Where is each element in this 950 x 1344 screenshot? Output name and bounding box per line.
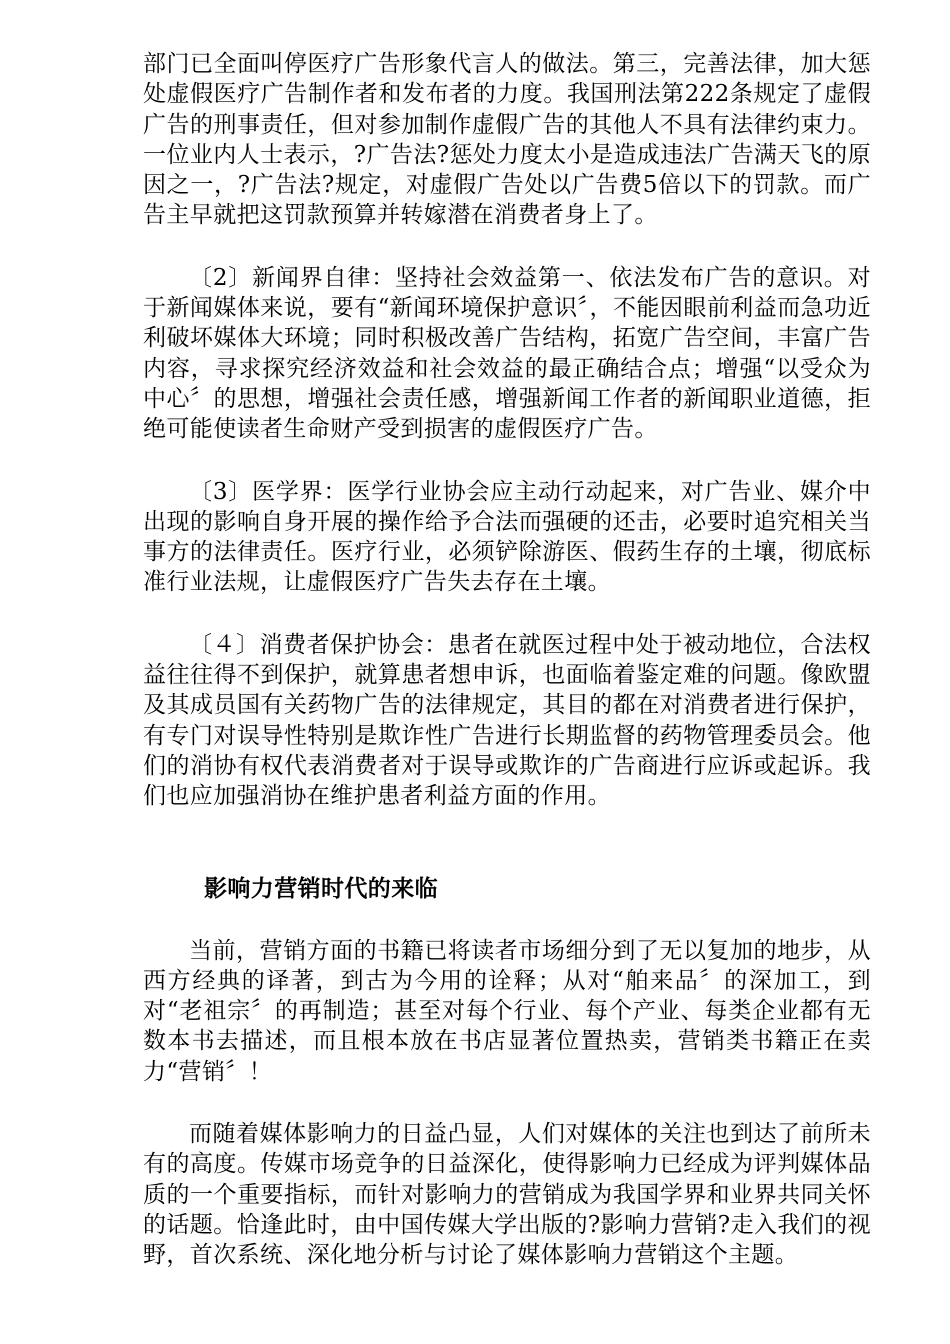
- section-heading: 影响力营销时代的来临: [204, 874, 438, 902]
- paragraph-gap: [143, 231, 871, 263]
- section-gap: [143, 812, 871, 874]
- paragraph-media-influence: 而随着媒体影响力的日益凸显，人们对媒体的关注也到达了前所未有的高度。传媒市场竞争的日益深化，使得影响力已经成为评判媒体品质的一个重要指标，而针对影响力的营销成为我国学界和业界共同关怀的话题。恰逢此时，由中国传媒大学出版的?影响力营销?走入我们的视野，首次系统、深化地分析与讨论了媒体影响力营销这个主题。: [143, 1121, 871, 1269]
- paragraph-legal: 部门已全面叫停医疗广告形象代言人的做法。第三，完善法律，加大惩处虚假医疗广告制作者和发布者的力度。我国刑法第222条规定了虚假广告的刑事责任，但对参加制作虚假广告的其他人不具有法律约束力。一位业内人士表示，?广告法?惩处力度太小是造成违法广告满天飞的原因之一，?广告法?规定，对虚假广告处以广告费5倍以下的罚款。而广告主早就把这罚款预算并转嫁潜在消费者身上了。: [143, 51, 871, 229]
- paragraph-gap: [143, 598, 871, 630]
- document-page: [143, 49, 871, 1271]
- paragraph-consumer-protection: 〔４〕消费者保护协会：患者在就医过程中处于被动地位，合法权益往往得不到保护，就算患者想申诉，也面临着鉴定难的问题。像欧盟及其成员国有关药物广告的法律规定，其目的都在对消费者进行保护，有专门对误导性特别是欺诈性广告进行长期监督的药物管理委员会。他们的消协有权代表消费者对于误导或欺诈的广告商进行应诉或起诉。我们也应加强消协在维护患者利益方面的作用。: [143, 631, 871, 810]
- paragraph-medical-community: 〔3〕医学界：医学行业协会应主动行动起来，对广告业、媒介中出现的影响自身开展的操作给予合法而强硬的还击，必要时追究相关当事方的法律责任。医疗行业，必须铲除游医、假药生存的土壤，彻底标准行业法规，让虚假医疗广告失去存在土壤。: [143, 478, 871, 596]
- paragraph-gap: [143, 445, 871, 477]
- paragraph-gap: [143, 1087, 871, 1119]
- paragraph-news-self-discipline: 〔2〕新闻界自律：坚持社会效益第一、依法发布广告的意识。对于新闻媒体来说，要有“新闻环境保护意识〞，不能因眼前利益而急功近利破坏媒体大环境；同时积极改善广告结构，拓宽广告空间，丰富广告内容，寻求探究经济效益和社会效益的最正确结合点；增强“以受众为中心〞的思想，增强社会责任感，增强新闻工作者的新闻职业道德，拒绝可能使读者生命财产受到损害的虚假医疗广告。: [143, 264, 871, 443]
- paragraph-marketing-books: 当前，营销方面的书籍已将读者市场细分到了无以复加的地步，从西方经典的译著，到古为今用的诠释；从对“舶来品〞的深加工，到对“老祖宗〞的再制造；甚至对每个行业、每个产业、每类企业都有无数本书去描述，而且根本放在书店显著位置热卖，营销类书籍正在卖力“营销〞！: [143, 937, 871, 1085]
- paragraph-gap: [143, 904, 871, 936]
